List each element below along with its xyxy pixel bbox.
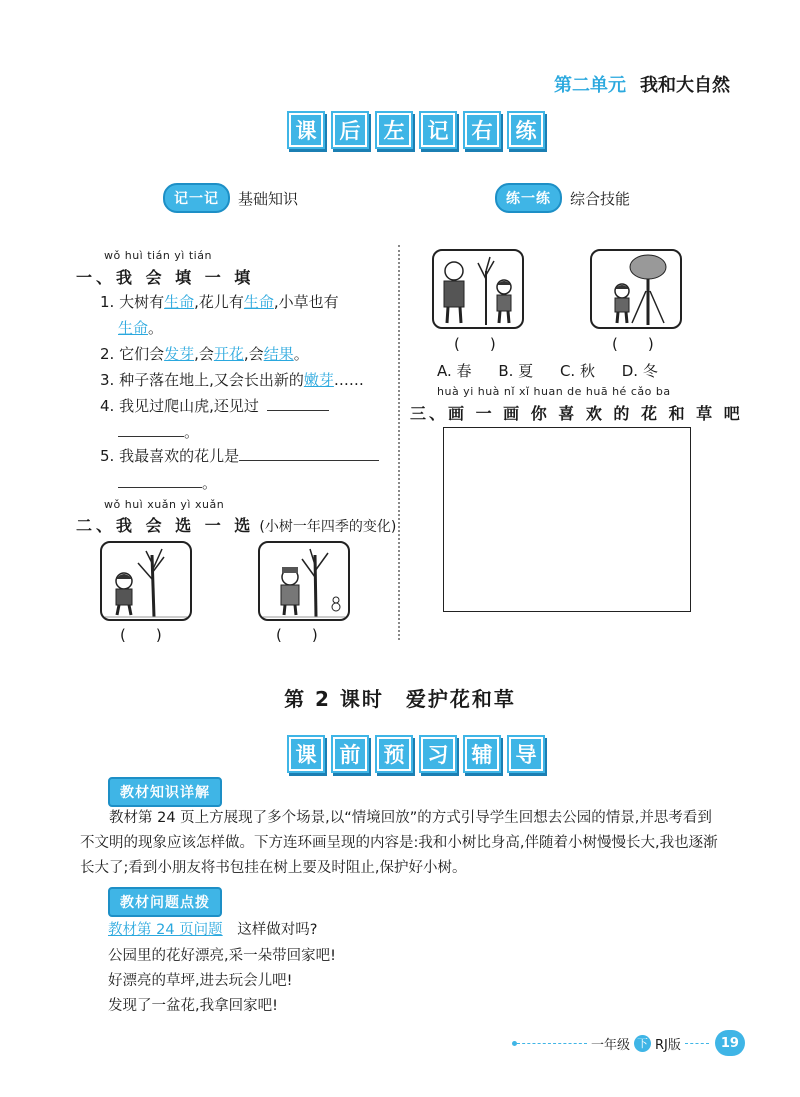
answer-text: 生命 bbox=[243, 293, 274, 311]
scenario-line: 发现了一盆花,我拿回家吧! bbox=[108, 998, 278, 1014]
ribbon-practice: 练一练 bbox=[495, 183, 562, 213]
option-c: C. 秋 bbox=[559, 362, 595, 380]
grade-label: 一年级 bbox=[591, 1037, 631, 1053]
answer-text: 开花 bbox=[213, 345, 244, 363]
knowledge-paragraph: 教材第 24 页上方展现了多个场景,以“情境回放”的方式引导学生回想去公园的情景,并思考看到不文明的现象应该怎样做。下方连环画呈现的内容是:我和小树比身高,伴随着小树慢慢长大,我也逐渐长大了;看到小朋友将书包挂在树上要及时阻止,保护好小树。 bbox=[80, 810, 718, 876]
q1-item-4-cont: 。 bbox=[118, 421, 199, 442]
tag-textbook-knowledge: 教材知识详解 bbox=[108, 777, 222, 807]
banner-tile: 左 bbox=[377, 113, 411, 147]
banner-tile: 记 bbox=[421, 113, 455, 147]
textbook-question-link[interactable]: 教材第 24 页问题 bbox=[108, 922, 223, 938]
tag-question-tips: 教材问题点拨 bbox=[108, 887, 222, 917]
unit-name: 我和大自然 bbox=[640, 75, 730, 96]
q1-item-2: 2. 它们会发芽,会开花,会结果。 bbox=[100, 345, 309, 363]
q2-note: (小树一年四季的变化) bbox=[259, 519, 397, 535]
banner-tile: 导 bbox=[509, 737, 543, 771]
section-label-basic: 基础知识 bbox=[238, 189, 299, 208]
unit-number: 第二单元 bbox=[554, 75, 626, 96]
section-label-skills: 综合技能 bbox=[570, 189, 631, 208]
q1-item-3: 3. 种子落在地上,又会长出新的嫩芽…… bbox=[100, 371, 364, 389]
page-number: 19 bbox=[715, 1030, 745, 1056]
q1-title: 一、我 会 填 一 填 bbox=[76, 268, 255, 287]
answer-text: 生命 bbox=[164, 293, 195, 311]
term-badge: 下 bbox=[634, 1035, 651, 1052]
option-d: D. 冬 bbox=[621, 362, 658, 380]
banner-preview-guide bbox=[289, 737, 543, 771]
q3-pinyin: huà yi huà nǐ xǐ huan de huā hé cǎo ba bbox=[437, 385, 671, 398]
option-b: B. 夏 bbox=[498, 362, 534, 380]
banner-review-practice bbox=[289, 113, 543, 147]
answer-blank[interactable] bbox=[118, 436, 184, 437]
edition-label: RJ版 bbox=[655, 1037, 681, 1053]
answer-paren[interactable]: ( ) bbox=[276, 626, 318, 644]
q1-item-1-cont: 生命。 bbox=[118, 319, 164, 337]
picture-tree-winter bbox=[258, 541, 350, 621]
question-line bbox=[108, 918, 317, 939]
footer-dash bbox=[517, 1043, 587, 1044]
q1-item-1: 1. 大树有生命,花儿有生命,小草也有 bbox=[100, 293, 339, 311]
season-options bbox=[437, 360, 658, 381]
picture-boy-tree-summer bbox=[590, 249, 682, 329]
banner-tile: 习 bbox=[421, 737, 455, 771]
answer-blank[interactable] bbox=[239, 460, 379, 461]
question-text: 这样做对吗? bbox=[237, 922, 318, 938]
answer-text: 结果 bbox=[263, 345, 294, 363]
banner-tile: 课 bbox=[289, 737, 323, 771]
banner-tile: 辅 bbox=[465, 737, 499, 771]
scenario-line: 公园里的花好漂亮,采一朵带回家吧! bbox=[108, 948, 336, 964]
answer-text: 嫩芽 bbox=[303, 371, 334, 389]
q3-title: 三、画 一 画 你 喜 欢 的 花 和 草 吧 bbox=[410, 404, 743, 423]
unit-title bbox=[554, 71, 730, 97]
footer-dash bbox=[685, 1043, 709, 1044]
answer-text: 生命 bbox=[118, 319, 149, 337]
ribbon-memorize: 记一记 bbox=[163, 183, 230, 213]
column-divider bbox=[398, 245, 400, 640]
q1-item-5: 5. 我最喜欢的花儿是 bbox=[100, 445, 379, 466]
drawing-area[interactable] bbox=[443, 427, 691, 612]
picture-tree-boy-spring bbox=[100, 541, 192, 621]
page-footer bbox=[512, 1030, 745, 1056]
banner-tile: 前 bbox=[333, 737, 367, 771]
banner-tile: 右 bbox=[465, 113, 499, 147]
banner-tile: 预 bbox=[377, 737, 411, 771]
q2-heading bbox=[76, 513, 396, 536]
q1-pinyin: wǒ huì tián yì tián bbox=[104, 249, 212, 262]
banner-tile: 练 bbox=[509, 113, 543, 147]
q2-pinyin: wǒ huì xuǎn yì xuǎn bbox=[104, 498, 225, 511]
answer-blank[interactable] bbox=[267, 410, 329, 411]
answer-paren[interactable]: ( ) bbox=[120, 626, 162, 644]
q2-title: 二、我 会 选 一 选 bbox=[76, 516, 255, 535]
lesson-title: 第 2 课时 爱护花和草 bbox=[284, 687, 516, 711]
banner-tile: 后 bbox=[333, 113, 367, 147]
q1-item-4: 4. 我见过爬山虎,还见过 bbox=[100, 395, 329, 416]
option-a: A. 春 bbox=[437, 362, 472, 380]
answer-paren[interactable]: ( ) bbox=[454, 335, 496, 353]
scenario-line: 好漂亮的草坪,进去玩会儿吧! bbox=[108, 973, 293, 989]
section-head-memorize bbox=[163, 183, 298, 213]
answer-text: 发芽 bbox=[164, 345, 195, 363]
picture-man-planting bbox=[432, 249, 524, 329]
answer-blank[interactable] bbox=[118, 487, 202, 488]
banner-tile: 课 bbox=[289, 113, 323, 147]
q1-item-5-cont: 。 bbox=[118, 472, 217, 493]
answer-paren[interactable]: ( ) bbox=[612, 335, 654, 353]
section-head-practice bbox=[495, 183, 630, 213]
